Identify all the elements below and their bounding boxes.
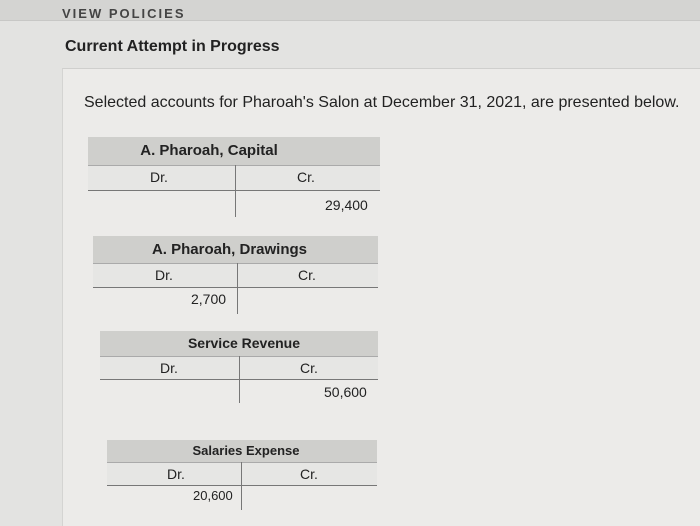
t-account-divider <box>237 263 238 314</box>
t-account-dr-cr-row <box>93 263 378 288</box>
attempt-title: Current Attempt in Progress <box>65 38 280 55</box>
t-account-title: Salaries Expense <box>107 440 377 462</box>
t-account-salaries-expense <box>107 440 377 510</box>
debit-label: Dr. <box>167 466 185 482</box>
t-account-divider <box>241 462 242 510</box>
debit-amount: 20,600 <box>193 488 233 503</box>
t-account-service-revenue <box>100 331 378 403</box>
t-account-title: A. Pharoah, Drawings <box>93 236 378 263</box>
t-account-dr-cr-row <box>107 462 377 486</box>
t-account-title: Service Revenue <box>100 331 378 356</box>
t-account-title: A. Pharoah, Capital <box>88 137 380 165</box>
credit-label: Cr. <box>297 169 315 185</box>
t-account-drawings <box>93 236 378 314</box>
question-intro: Selected accounts for Pharoah's Salon at December 31, 2021, are presented below. <box>84 94 680 111</box>
credit-amount: 50,600 <box>324 384 367 400</box>
t-account-divider <box>239 356 240 403</box>
credit-label: Cr. <box>300 466 318 482</box>
divider <box>0 20 700 21</box>
debit-label: Dr. <box>150 169 168 185</box>
t-account-divider <box>235 165 236 217</box>
debit-label: Dr. <box>160 360 178 376</box>
debit-amount: 2,700 <box>191 291 227 307</box>
credit-amount: 29,400 <box>325 197 368 213</box>
t-account-capital <box>88 137 380 217</box>
top-strip <box>0 0 700 20</box>
top-cut-text: VIEW POLICIES <box>62 6 186 20</box>
credit-label: Cr. <box>300 360 318 376</box>
t-account-dr-cr-row <box>88 165 380 191</box>
debit-label: Dr. <box>155 267 173 283</box>
credit-label: Cr. <box>298 267 316 283</box>
